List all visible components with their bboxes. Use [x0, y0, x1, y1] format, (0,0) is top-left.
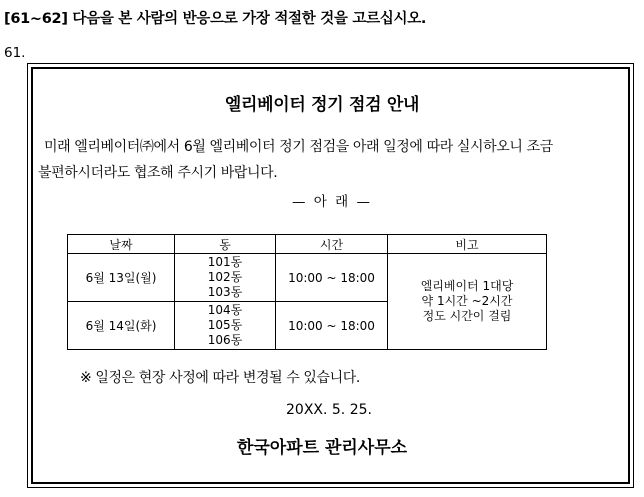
- below-marker: — 아 래 —: [292, 194, 372, 210]
- row-date: 6월 14일(화): [68, 302, 175, 350]
- remark-cell: [388, 254, 547, 350]
- schedule-note: ※ 일정은 현장 사정에 따라 변경될 수 있습니다.: [80, 370, 360, 386]
- building-label: 104동: [207, 303, 243, 317]
- remark-line: 엘리베이터 1대당: [420, 279, 514, 293]
- building-label: 106동: [207, 333, 243, 347]
- remark-line: 약 1시간 ~2시간: [421, 294, 513, 308]
- question-instruction: [61~62] 다음을 본 사람의 반응으로 가장 적절한 것을 고르십시오.: [4, 11, 427, 27]
- header-date: 날짜: [68, 235, 175, 254]
- notice-date: 20XX. 5. 25.: [286, 402, 372, 418]
- notice-body-line-1: 미래 엘리베이터㈜에서 6월 엘리베이터 정기 점검을 아래 일정에 따라 실시하오니 조금: [44, 139, 553, 155]
- row-time: 10:00 ~ 18:00: [276, 254, 388, 302]
- table-header-row: [68, 235, 547, 254]
- building-label: 101동: [207, 255, 243, 269]
- row-date: 6월 13일(월): [68, 254, 175, 302]
- row-buildings: [175, 302, 276, 350]
- notice-issuer: 한국아파트 관리사무소: [236, 438, 408, 458]
- schedule-table: [67, 234, 547, 350]
- building-label: 103동: [207, 285, 243, 299]
- row-buildings: [175, 254, 276, 302]
- header-building: 동: [175, 235, 276, 254]
- remark-line: 정도 시간이 걸림: [422, 309, 512, 323]
- header-time: 시간: [276, 235, 388, 254]
- header-remark: 비고: [388, 235, 547, 254]
- building-label: 105동: [207, 318, 243, 332]
- building-label: 102동: [207, 270, 243, 284]
- notice-body-line-2: 불편하시더라도 협조해 주시기 바랍니다.: [38, 165, 278, 181]
- question-number: 61.: [4, 45, 26, 61]
- notice-title: 엘리베이터 정기 점검 안내: [224, 95, 420, 115]
- table-row: [68, 254, 547, 302]
- row-time: 10:00 ~ 18:00: [276, 302, 388, 350]
